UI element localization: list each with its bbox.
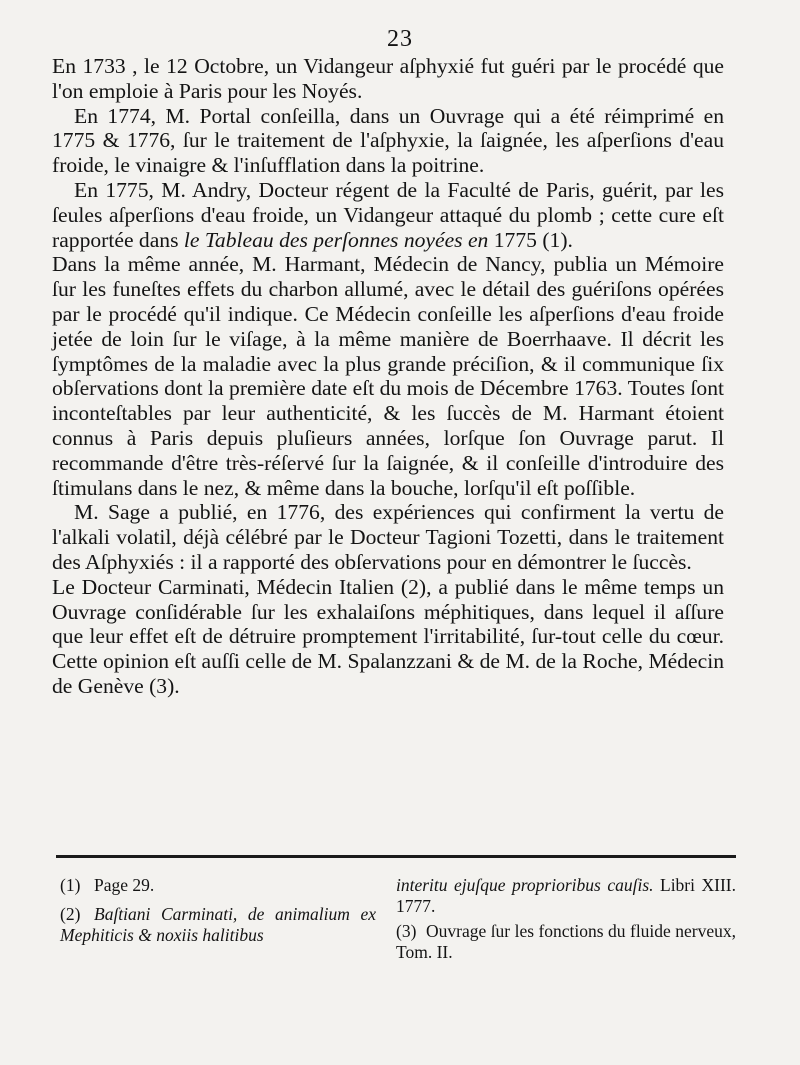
footnote-2 xyxy=(60,904,376,946)
main-text xyxy=(52,54,724,699)
paragraph-sage xyxy=(52,500,724,574)
fn2-cont-run-1: Libri XIII. 1777. xyxy=(396,875,736,916)
paragraph-1774 xyxy=(52,104,724,178)
footnote-2-continuation xyxy=(396,875,736,917)
footnote-rule xyxy=(56,855,736,858)
p6-run-0: Le Docteur Carminati, Médecin Italien (2), a publié dans le même temps un Ouvrage conſidérable ſur les exhalaiſons méphitiques, dans lequel il aſſure que leur effet eſt de détruire promptement l'irritabilité, ſur-tout celle du cœur. Cette opinion eſt auſſi celle de M. Spalanzzani & de M. de la Roche, Médecin de Genève (3). xyxy=(52,574,724,698)
fn2-cont-run-0: interitu ejuſque proprioribus cauſis. xyxy=(396,875,654,895)
footnote-1-text: Page 29. xyxy=(94,875,155,895)
footnotes-right-column xyxy=(396,875,736,963)
p3-run-1: le Tableau des perſonnes noyées en xyxy=(183,227,489,252)
footnote-2-text xyxy=(60,904,376,945)
footnote-3-text: Ouvrage ſur les fonctions du fluide nerveux, Tom. II. xyxy=(396,921,736,962)
fn2-run-0: Baſtiani Carminati, de animalium ex Mephiticis & noxiis halitibus xyxy=(60,904,376,945)
p5-run-0: M. Sage a publié, en 1776, des expériences qui confirment la vertu de l'alkali volatil, déjà célébré par le Docteur Tagioni Tozetti, dans le traitement des Aſphyxiés : il a rapporté des obſervations pour en démontrer le ſuccès. xyxy=(52,500,724,574)
p4-run-0: Dans la même année, M. Harmant, Médecin de Nancy, publia un Mémoire ſur les funeſtes effets du charbon allumé, avec le détail des guériſons opérées par le procédé qu'il indique. Ce Médecin conſeille les aſperſions d'eau froide jetée de loin ſur le viſage, à la même manière de Boerrhaave. Il décrit les ſymptômes de la maladie avec la plus grande préciſion, & il communique ſix obſervations dont la première date eſt du mois de Décembre 1763. Toutes ſont inconteſtables par leur authenticité, & les ſuccès de M. Harmant étoient connus à Paris depuis pluſieurs années, lorſque ſon Ouvrage parut. Il recommande d'être très-réſervé ſur la ſaignée, & il conſeille d'introduire des ſtimulans dans le nez, & même dans la bouche, lorſqu'il eſt poſſible. xyxy=(52,252,724,500)
footnotes-left-column xyxy=(60,875,376,954)
p1-run-0: En 1733 , le 12 Octobre, un Vidangeur aſphyxié fut guéri par le procédé que l'on emploie à Paris pour les Noyés. xyxy=(52,54,724,103)
p3-run-0: En 1775, M. Andry, Docteur régent de la Faculté de Paris, guérit, par les ſeules aſperſions d'eau froide, un Vidangeur attaqué du plomb ; cette cure eſt rapportée dans xyxy=(52,177,724,252)
paragraph-harmant xyxy=(52,252,724,500)
footnote-1 xyxy=(60,875,376,896)
paragraph-1733 xyxy=(52,54,724,104)
footnote-1-ref: (1) xyxy=(60,875,81,895)
footnote-3 xyxy=(396,921,736,963)
footnote-3-ref: (3) xyxy=(396,921,417,941)
p3-run-2: 1775 (1). xyxy=(488,227,573,252)
footnote-2-ref: (2) xyxy=(60,904,81,924)
p2-run-0: En 1774, M. Portal conſeilla, dans un Ouvrage qui a été réimprimé en 1775 & 1776, ſur le traitement de l'aſphyxie, la ſaignée, les aſperſions d'eau froide, le vinaigre & l'inſufflation dans la poitrine. xyxy=(52,103,724,178)
page-number: 23 xyxy=(387,26,413,52)
paragraph-carminati xyxy=(52,575,724,699)
paragraph-1775 xyxy=(52,178,724,252)
